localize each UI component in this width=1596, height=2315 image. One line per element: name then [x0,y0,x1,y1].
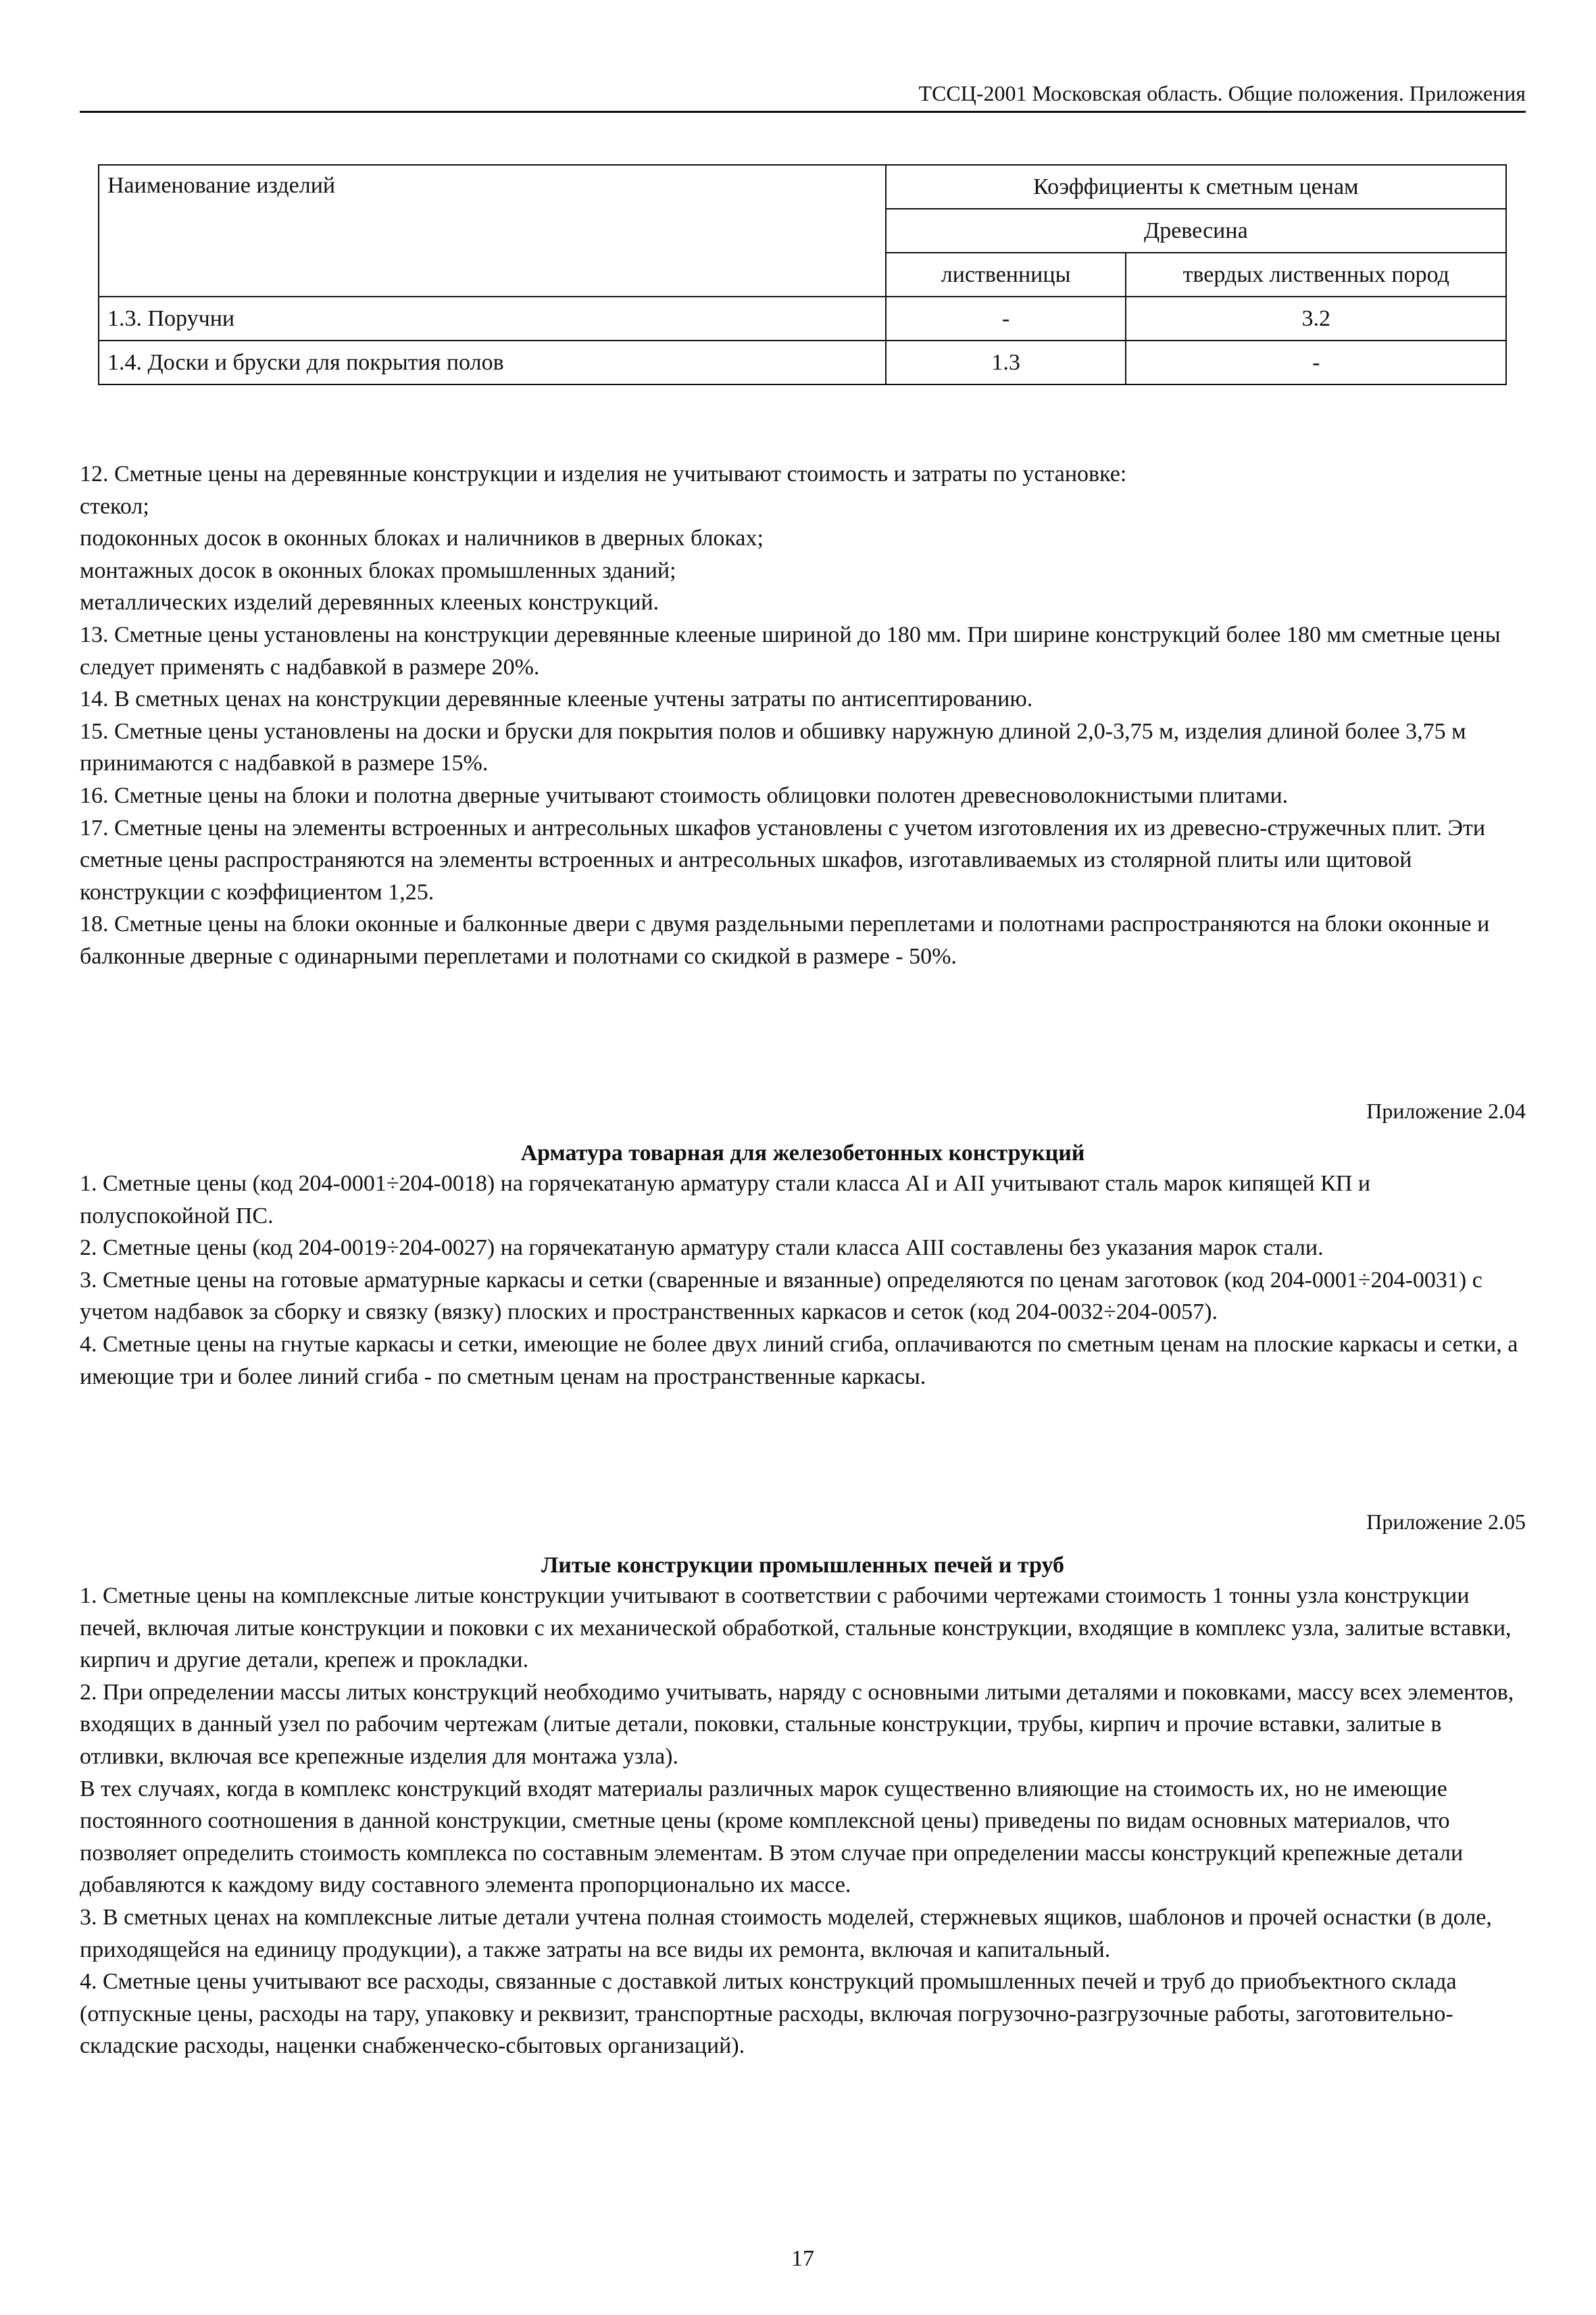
coefficients-table [98,164,1507,385]
running-header: ТССЦ-2001 Московская область. Общие положения. Приложения [918,81,1526,105]
appendix-paragraph: 1. Сметные цены (код 204-0001÷204-0018) на горячекатаную арматуру стали класса AI и AII учитывают сталь марок кипящей КП и полуспокойной ПС. [80,1171,1371,1228]
row-name: 1.4. Доски и бруски для покрытия полов [99,341,886,384]
note-paragraph: 17. Сметные цены на элементы встроенных и антресольных шкафов установлены с учетом изготовления их из древесно-стружечных плит. Эти сметные цены распространяются на элементы встроенных и антресольных шкафов, изготавливаемых из столярной плиты или щитовой конструкции с коэффициентом 1,25. [80,815,1486,905]
note-paragraph: монтажных досок в оконных блоках промышленных зданий; [80,557,676,583]
note-paragraph: подоконных досок в оконных блоках и наличников в дверных блоках; [80,526,764,551]
row-name: 1.3. Поручни [99,297,886,341]
appendix-paragraph: 4. Сметные цены на гнутые каркасы и сетки, имеющие не более двух линий сгиба, оплачиваются по сметным ценам на плоские каркасы и сетки, а имеющие три и более линий сгиба - по сметным ценам на пространственные каркасы. [80,1331,1518,1389]
note-paragraph: 16. Сметные цены на блоки и полотна дверные учитывают стоимость облицовки полотен древесноволокнистыми плитами. [80,782,1289,808]
notes-section [80,458,1526,973]
appendix-205-body [80,1580,1526,2062]
page-number: 17 [791,2246,814,2271]
appendix-paragraph: В тех случаях, когда в комплекс конструкций входят материалы различных марок существенно влияющие на стоимость их, но не имеющие постоянного соотношения в данной конструкции, сметные цены (кроме комплексной цены) приведены по видам основных материалов, что позволяет определить стоимость комплекса по составным элементам. В этом случае при определении массы конструкций крепежные детали добавляются к каждому виду составного элемента пропорционально их массе. [80,1776,1464,1898]
note-paragraph: 13. Сметные цены установлены на конструкции деревянные клееные шириной до 180 мм. При ширине конструкций более 180 мм сметные цены следует применять с надбавкой в размере 20%. [80,622,1501,680]
table-row [99,297,1506,341]
appendix-paragraph: 2. При определении массы литых конструкций необходимо учитывать, наряду с основными литыми деталями и поковками, массу всех элементов, входящих в данный узел по рабочим чертежам (литые детали, поковки, стальные конструкции, трубы, кирпич и прочие вставки, залитые в отливки, включая все крепежные изделия для монтажа узла). [80,1679,1514,1769]
appendix-paragraph: 3. Сметные цены на готовые арматурные каркасы и сетки (сваренные и вязанные) определяются по ценам заготовок (код 204-0001÷204-0031) с учетом надбавок за сборку и связку (вязку) плоских и пространственных каркасов и сеток (код 204-0032÷204-0057). [80,1267,1482,1325]
column-group-header: Коэффициенты к сметным ценам [886,165,1506,209]
table-row [99,341,1506,384]
appendix-paragraph: 2. Сметные цены (код 204-0019÷204-0027) на горячекатаную арматуру стали класса AIII составлены без указания марок стали. [80,1235,1324,1261]
appendix-paragraph: 3. В сметных ценах на комплексные литые детали учтена полная стоимость моделей, стержневых ящиков, шаблонов и прочей оснастки (в доле, приходящейся на единицу продукции), а также затраты на все виды их ремонта, включая и капитальный. [80,1904,1492,1962]
note-paragraph: стекол; [80,493,149,519]
appendix-205-title: Литые конструкции промышленных печей и труб [541,1553,1065,1578]
appendix-paragraph: 1. Сметные цены на комплексные литые конструкции учитывают в соответствии с рабочими чертежами стоимость 1 тонны узла конструкции печей, включая литые конструкции и поковки с их механической обработкой, стальные конструкции, входящие в комплекс узла, залитые вставки, кирпич и другие детали, крепеж и прокладки. [80,1583,1512,1673]
appendix-paragraph: 4. Сметные цены учитывают все расходы, связанные с доставкой литых конструкций промышленных печей и труб до приобъектного склада (отпускные цены, расходы на тару, упаковку и реквизит, транспортные расходы, включая погрузочно-разгрузочные работы, заготовительно-складские расходы, наценки снабженческо-сбытовых организаций). [80,1969,1457,2059]
table-header-row [99,165,1506,209]
appendix-204-title: Арматура товарная для железобетонных конструкций [520,1141,1085,1166]
row-larch-value: - [886,297,1126,341]
subgroup-header: Древесина [886,209,1506,253]
appendix-205-label: Приложение 2.05 [1366,1510,1526,1534]
note-paragraph: 18. Сметные цены на блоки оконные и балконные двери с двумя раздельными переплетами и полотнами распространяются на блоки оконные и балконные дверные с одинарными переплетами и полотнами со скидкой в размере - 50%. [80,912,1490,969]
appendix-204-label: Приложение 2.04 [1366,1099,1526,1123]
note-paragraph: 14. В сметных ценах на конструкции деревянные клееные учтены затраты по антисептированию. [80,687,1033,712]
appendix-204-body [80,1168,1526,1393]
note-paragraph: металлических изделий деревянных клееных конструкций. [80,590,659,616]
column-header-name: Наименование изделий [99,165,886,297]
header-rule [80,111,1526,113]
note-paragraph: 12. Сметные цены на деревянные конструкции и изделия не учитывают стоимость и затраты по установке: [80,462,1127,487]
note-paragraph: 15. Сметные цены установлены на доски и бруски для покрытия полов и обшивку наружную длиной 2,0-3,75 м, изделия длиной более 3,75 м принимаются с надбавкой в размере 15%. [80,718,1466,776]
row-hardwood-value: 3.2 [1126,297,1506,341]
column-header-larch: лиственницы [886,253,1126,297]
row-larch-value: 1.3 [886,341,1126,384]
column-header-hardwood: твердых лиственных пород [1126,253,1506,297]
row-hardwood-value: - [1126,341,1506,384]
